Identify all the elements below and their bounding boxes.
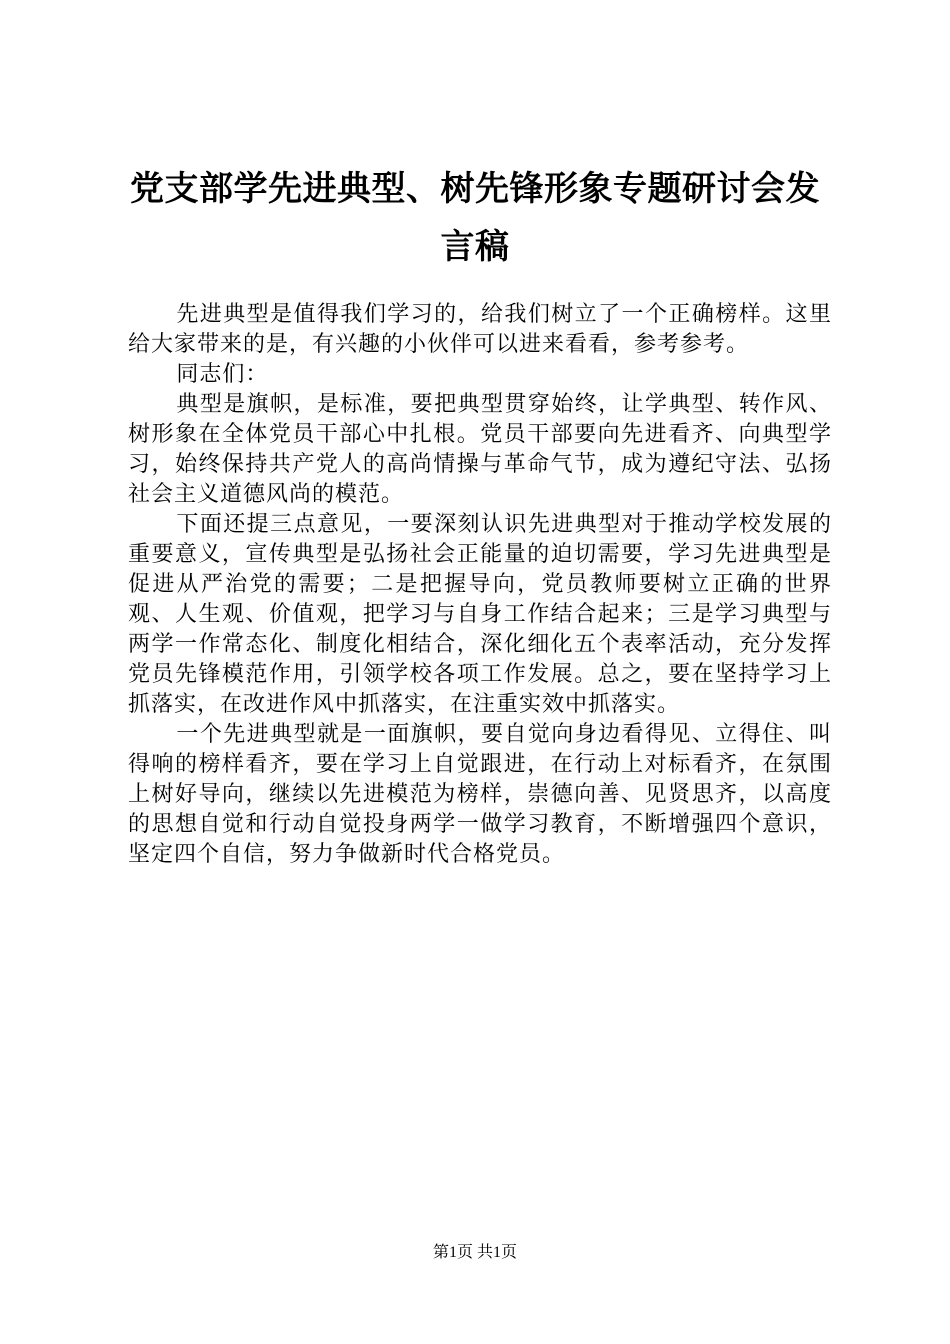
- document-title: 党支部学先进典型、树先锋形象专题研讨会发言稿: [130, 169, 820, 267]
- page-number-footer: 第1页 共1页: [432, 1244, 517, 1261]
- paragraph-typical-banner: 典型是旗帜，是标准，要把典型贯穿始终，让学典型、转作风、树形象在全体党员干部心中扎根。党员干部要向先进看齐、向典型学习，始终保持共产党人的高尚情操与革命气节，成为遵纪守法、弘扬社会主义道德风尚的模范。: [128, 392, 832, 507]
- paragraph-salutation: 同志们：: [176, 362, 269, 387]
- document-body: [128, 300, 832, 870]
- paragraph-intro: 先进典型是值得我们学习的，给我们树立了一个正确榜样。这里给大家带来的是，有兴趣的小伙伴可以进来看看，参考参考。: [128, 302, 832, 357]
- paragraph-three-opinions: 下面还提三点意见，一要深刻认识先进典型对于推动学校发展的重要意义，宣传典型是弘扬社会正能量的迫切需要，学习先进典型是促进从严治党的需要；二是把握导向，党员教师要树立正确的世界观、人生观、价值观，把学习与自身工作结合起来；三是学习典型与两学一作常态化、制度化相结合，深化细化五个表率活动，充分发挥党员先锋模范作用，引领学校各项工作发展。总之，要在坚持学习上抓落实，在改进作风中抓落实，在注重实效中抓落实。: [128, 512, 832, 717]
- paragraph-conclusion: 一个先进典型就是一面旗帜，要自觉向身边看得见、立得住、叫得响的榜样看齐，要在学习上自觉跟进，在行动上对标看齐，在氛围上树好导向，继续以先进模范为榜样，崇德向善、见贤思齐，以高度的思想自觉和行动自觉投身两学一做学习教育，不断增强四个意识，坚定四个自信，努力争做新时代合格党员。: [128, 722, 832, 867]
